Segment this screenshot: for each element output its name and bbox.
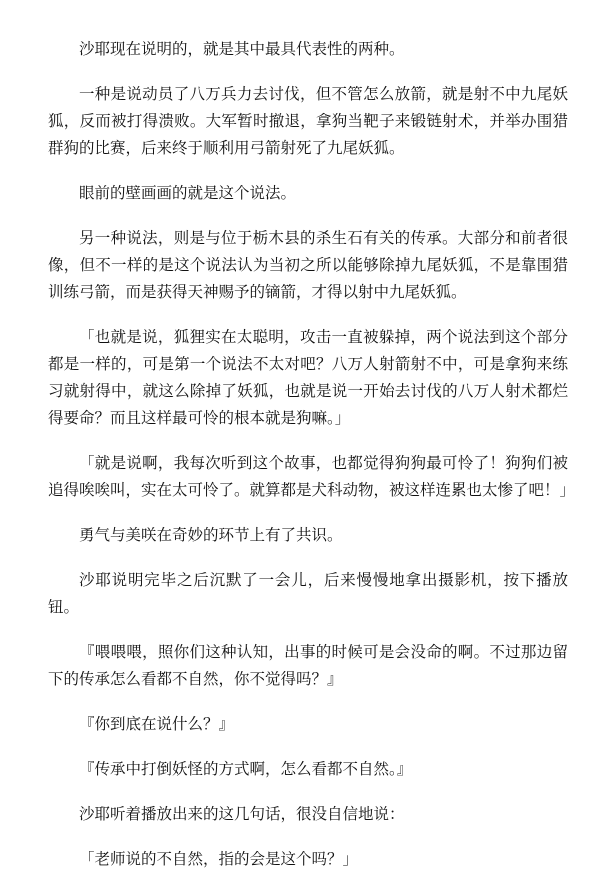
paragraph: 一种是说动员了八万兵力去讨伐，但不管怎么放箭，就是射不中九尾妖狐，反而被打得溃败。大军暂时撤退，拿狗当靶子来锻链射术，并举办围猎群狗的比赛，后来终于顺利用弓箭射死了九尾妖狐。: [48, 85, 568, 157]
paragraph: 眼前的壁画画的就是这个说法。: [79, 184, 297, 202]
document-page: [48, 36, 576, 891]
paragraph: 『喂喂喂，照你们这种认知，出事的时候可是会没命的啊。不过那边留下的传承怎么看都不自然，你不觉得吗？』: [48, 643, 568, 688]
paragraph: 「老师说的不自然，指的会是这个吗？」: [79, 850, 359, 868]
paragraph: 沙耶现在说明的，就是其中最具代表性的两种。: [79, 40, 405, 58]
paragraph: 另一种说法，则是与位于栃木县的杀生石有关的传承。大部分和前者很像，但不一样的是这个说法认为当初之所以能够除掉九尾妖狐，不是靠围猎训练弓箭，而是获得天神赐予的镝箭，才得以射中九尾妖狐。: [48, 229, 568, 301]
paragraph: 勇气与美咲在奇妙的环节上有了共识。: [79, 526, 343, 544]
paragraph: 沙耶说明完毕之后沉默了一会儿，后来慢慢地拿出摄影机，按下播放钮。: [48, 571, 568, 616]
paragraph: 「也就是说，狐狸实在太聪明，攻击一直被躲掉，两个说法到这个部分都是一样的，可是第一个说法不太对吧？八万人射箭射不中，可是拿狗来练习就射得中，就这么除掉了妖狐，也就是说一开始去讨伐的八万人射术都烂得要命？而且这样最可怜的根本就是狗嘛。」: [48, 328, 568, 427]
paragraph: 『传承中打倒妖怪的方式啊，怎么看都不自然。』: [79, 760, 413, 778]
paragraph: 『你到底在说什么？』: [79, 715, 235, 733]
paragraph: 沙耶听着播放出来的这几句话，很没自信地说：: [79, 805, 405, 823]
paragraph: 「就是说啊，我每次听到这个故事，也都觉得狗狗最可怜了！狗狗们被追得唉唉叫，实在太可怜了。就算都是犬科动物，被这样连累也太惨了吧！」: [48, 454, 576, 499]
